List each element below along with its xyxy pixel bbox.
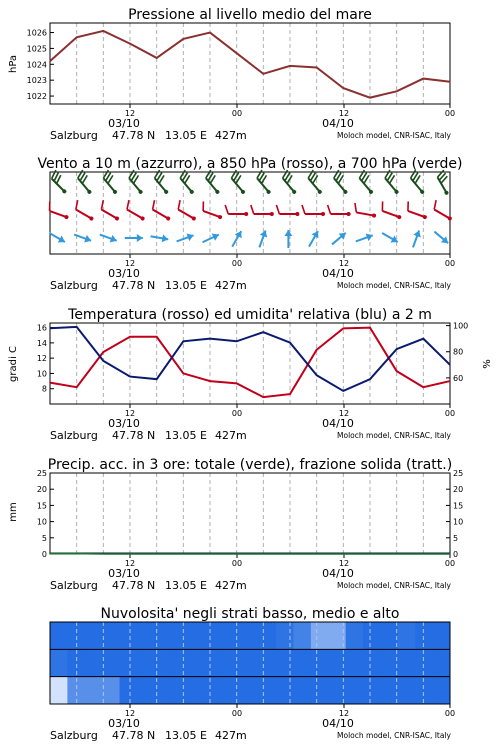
y-tick-label: 15 (36, 501, 47, 511)
cloud-cell-medio (415, 649, 433, 676)
temperature-ylabel: gradi C (8, 346, 19, 382)
wind-barb-700 (228, 170, 251, 195)
arrow-head (366, 232, 374, 242)
cloud-cell-alto (85, 622, 103, 649)
precipitation-title: Precip. acc. in 3 ore: totale (verde), frazione solida (tratt.) (47, 457, 453, 473)
pressure-point (449, 81, 451, 83)
time-tick-label: 12 (124, 259, 136, 268)
cloud-cell-basso (363, 677, 381, 704)
y-tick-right-label: 10 (453, 517, 464, 527)
wind-barb-700 (279, 170, 302, 195)
cloud-cell-alto (224, 622, 242, 649)
pressure-point (76, 36, 78, 38)
cloud-cell-basso (241, 677, 259, 704)
cloud-cell-medio (293, 649, 311, 676)
wind-barb-850 (404, 201, 429, 219)
cloud-cell-basso (207, 677, 225, 704)
wind-barb-700 (202, 170, 225, 195)
barb-head (321, 212, 325, 216)
model-credit: Moloch model, CNR-ISAC, Italy (337, 731, 451, 740)
location-elevation: 427m (215, 279, 247, 292)
y-tick-label: 12 (36, 354, 47, 364)
cloud-cell-alto (259, 622, 277, 649)
wind-arrow-10m (175, 232, 195, 246)
precipitation-panel (8, 457, 463, 592)
cloud-cell-alto (102, 622, 120, 649)
y-tick-right-label: 0 (453, 550, 459, 559)
date-label: 04/10 (322, 417, 354, 430)
location-lon: 13.05 E (165, 729, 207, 742)
time-tick-label: 00 (444, 559, 456, 568)
location-name: Salzburg (50, 429, 98, 442)
arrow-head (260, 229, 270, 237)
wind-barb-850 (72, 200, 97, 221)
arrow-head (413, 229, 423, 237)
cloud-cell-alto (415, 622, 433, 649)
cloud-cell-basso (259, 677, 277, 704)
cloud-cell-alto (172, 622, 190, 649)
barb-feather (99, 200, 106, 209)
y-tick-right-label: 100 (453, 321, 469, 331)
time-tick-label: 00 (444, 409, 456, 418)
time-tick-label: 12 (124, 109, 136, 118)
cloud-cell-medio (346, 649, 364, 676)
barb-feather (251, 205, 254, 214)
pressure-point (209, 32, 211, 34)
location-lat: 47.78 N (112, 579, 156, 592)
wind-barb-700 (434, 170, 455, 195)
cloud-cell-medio (224, 649, 242, 676)
wind-arrow-10m (256, 229, 270, 249)
location-elevation: 427m (215, 129, 247, 142)
wind-arrow-10m (201, 231, 221, 246)
wind-arrow-10m (409, 229, 423, 249)
arrow-head (137, 234, 143, 242)
cloud-cell-basso (380, 677, 398, 704)
cloud-cell-basso (85, 677, 103, 704)
barb-shaft (76, 210, 92, 219)
cloud-cell-basso (293, 677, 311, 704)
barb-shaft (203, 211, 220, 217)
pressure-line (50, 31, 450, 98)
location-elevation: 427m (215, 579, 247, 592)
wind-barb-700 (177, 170, 200, 195)
wind-arrow-10m (329, 230, 348, 248)
date-label: 03/10 (108, 117, 140, 130)
cloud-cell-basso (398, 677, 416, 704)
time-tick-label: 12 (338, 259, 350, 268)
pressure-point (103, 30, 105, 32)
cloud-cell-alto (50, 622, 68, 649)
y-tick-label: 8 (41, 384, 47, 394)
pressure-point (263, 73, 265, 75)
barb-feather (380, 201, 386, 210)
barb-shaft (153, 210, 169, 219)
wind-barb-850 (431, 200, 456, 221)
wind-barb-850 (302, 205, 325, 216)
time-tick-label: 00 (231, 259, 243, 268)
wind-barb-850 (175, 200, 200, 221)
pressure-point (396, 90, 398, 92)
model-credit: Moloch model, CNR-ISAC, Italy (337, 281, 451, 290)
cloud-cell-medio (102, 649, 120, 676)
arrow-head (284, 230, 292, 236)
cloud-cell-alto (137, 622, 155, 649)
arrow-head (391, 236, 400, 246)
barb-head (295, 212, 299, 216)
pressure-point (343, 87, 345, 89)
y-tick-label: 10 (36, 369, 47, 379)
barb-feather (200, 201, 206, 210)
cloud-cell-alto (207, 622, 225, 649)
location-lat: 47.78 N (112, 429, 156, 442)
cloud-cell-alto (293, 622, 311, 649)
y-tick-right-label: 25 (453, 469, 464, 478)
location-elevation: 427m (215, 429, 247, 442)
wind-barb-850 (276, 205, 299, 216)
pressure-ylabel: hPa (8, 54, 19, 74)
barb-feather (176, 200, 183, 209)
pressure-point (129, 43, 131, 45)
time-tick-label: 00 (444, 709, 456, 718)
wind-arrow-10m (306, 229, 322, 249)
wind-barb-850 (251, 205, 274, 216)
cloud-cell-alto (276, 622, 294, 649)
y-tick-label: 16 (36, 323, 47, 333)
cloud-cell-basso (346, 677, 364, 704)
time-tick-label: 12 (338, 709, 350, 718)
barb-shaft (50, 211, 67, 217)
cloud-cell-medio (380, 649, 398, 676)
cloud-cell-medio (85, 649, 103, 676)
location-lon: 13.05 E (165, 429, 207, 442)
y-tick-right-label: 20 (453, 485, 464, 495)
wind-arrow-10m (284, 230, 292, 248)
cloud-cell-alto (346, 622, 364, 649)
time-tick-label: 00 (231, 559, 243, 568)
cloud-cell-alto (189, 622, 207, 649)
wind-barb-850 (353, 203, 378, 218)
cloud-cell-basso (415, 677, 433, 704)
time-tick-label: 00 (231, 409, 243, 418)
barb-feather (225, 205, 228, 214)
temperature-line (50, 328, 450, 398)
barb-head (397, 215, 402, 220)
y-tick-label: 1025 (26, 44, 47, 54)
location-lon: 13.05 E (165, 279, 207, 292)
temperature-title: Temperatura (rosso) ed umidita' relativa (blu) a 2 m (68, 307, 432, 323)
barb-shaft (434, 210, 450, 219)
time-tick-label: 12 (338, 559, 350, 568)
location-elevation: 427m (215, 729, 247, 742)
arrow-head (110, 235, 118, 245)
cloud-cell-medio (241, 649, 259, 676)
barb-feather (47, 201, 53, 210)
cloud-cell-basso (50, 677, 68, 704)
cloud-cell-medio (276, 649, 294, 676)
pressure-panel (8, 7, 455, 142)
location-lon: 13.05 E (165, 579, 207, 592)
cloud-title: Nuvolosita' negli strati basso, medio e alto (100, 606, 400, 622)
wind-arrow-10m (98, 231, 118, 245)
wind-arrow-10m (73, 231, 93, 245)
cloud-cell-alto (433, 622, 451, 649)
cloud-cell-medio (137, 649, 155, 676)
temperature-panel (8, 307, 493, 442)
y-tick-label: 10 (36, 517, 47, 527)
location-name: Salzburg (50, 279, 98, 292)
time-tick-label: 12 (124, 559, 136, 568)
wind-barb-850 (98, 200, 123, 221)
barb-shaft (356, 212, 374, 215)
wind-panel (37, 156, 462, 292)
wind-barb-700 (407, 170, 430, 195)
y-tick-label: 0 (41, 550, 47, 559)
barb-head (270, 212, 274, 216)
y-tick-label: 14 (36, 338, 47, 348)
cloud-cell-basso (137, 677, 155, 704)
pressure-point (423, 78, 425, 80)
cloud-cell-medio (207, 649, 225, 676)
time-tick-label: 12 (124, 409, 136, 418)
wind-barb-850 (149, 200, 174, 221)
cloud-cell-basso (102, 677, 120, 704)
y-tick-label: 1024 (26, 60, 47, 70)
pressure-point (49, 60, 51, 62)
pressure-point (236, 52, 238, 54)
barb-feather (432, 200, 439, 209)
cloud-cell-medio (433, 649, 451, 676)
date-label: 04/10 (322, 567, 354, 580)
pressure-point (316, 67, 318, 69)
y-tick-label: 1023 (26, 76, 47, 86)
pressure-title: Pressione al livello medio del mare (128, 7, 372, 23)
wind-barb-850 (379, 201, 404, 219)
date-label: 04/10 (322, 267, 354, 280)
barb-head (372, 213, 377, 218)
cloud-cell-alto (311, 622, 329, 649)
wind-arrow-10m (432, 229, 451, 247)
location-name: Salzburg (50, 729, 98, 742)
barb-feather (405, 201, 411, 210)
wind-arrow-10m (354, 232, 374, 246)
barb-shaft (127, 210, 143, 219)
wind-barb-700 (254, 170, 277, 195)
cloud-cell-medio (398, 649, 416, 676)
wind-arrow-10m (125, 234, 143, 242)
precipitation-ylabel: mm (8, 502, 19, 522)
wind-barb-700 (48, 170, 72, 194)
barb-head (244, 212, 248, 216)
cloud-cell-alto (380, 622, 398, 649)
cloud-cell-medio (172, 649, 190, 676)
location-name: Salzburg (50, 129, 98, 142)
location-lon: 13.05 E (165, 129, 207, 142)
wind-arrow-10m (150, 232, 169, 243)
pressure-point (156, 57, 158, 59)
plot-frame (50, 323, 450, 404)
barb-feather (150, 200, 157, 209)
time-tick-label: 12 (338, 109, 350, 118)
wind-barb-700 (330, 170, 353, 195)
plot-frame (50, 473, 450, 554)
cloud-cell-basso (189, 677, 207, 704)
pressure-point (369, 97, 371, 99)
date-label: 04/10 (322, 717, 354, 730)
barb-shaft (178, 210, 194, 219)
cloud-cell-basso (172, 677, 190, 704)
time-tick-label: 00 (231, 109, 243, 118)
humidity-ylabel: % (482, 359, 493, 369)
wind-barb-700 (126, 170, 149, 195)
cloud-cell-medio (120, 649, 138, 676)
barb-head (64, 215, 69, 220)
cloud-cell-alto (363, 622, 381, 649)
cloud-cell-medio (311, 649, 329, 676)
y-tick-label: 1026 (26, 28, 47, 38)
time-tick-label: 00 (231, 709, 243, 718)
wind-barb-700 (74, 170, 97, 195)
date-label: 03/10 (108, 567, 140, 580)
cloud-cell-basso (276, 677, 294, 704)
wind-barb-850 (328, 205, 351, 216)
location-lat: 47.78 N (112, 279, 156, 292)
barb-feather (276, 205, 279, 214)
wind-barb-700 (382, 170, 405, 195)
cloud-cell-medio (50, 649, 68, 676)
cloud-panel (50, 606, 455, 742)
cloud-cell-alto (120, 622, 138, 649)
date-label: 03/10 (108, 417, 140, 430)
location-lat: 47.78 N (112, 129, 156, 142)
barb-feather (73, 200, 80, 209)
y-tick-right-label: 15 (453, 501, 464, 511)
barb-shaft (408, 211, 425, 217)
location-lat: 47.78 N (112, 729, 156, 742)
y-tick-label: 1022 (26, 92, 47, 102)
wind-barb-850 (123, 200, 148, 221)
wind-title: Vento a 10 m (azzurro), a 850 hPa (rosso), a 700 hPa (verde) (37, 156, 463, 172)
cloud-cell-basso (311, 677, 329, 704)
barb-feather (302, 205, 305, 214)
barb-feather (328, 205, 331, 214)
date-label: 03/10 (108, 267, 140, 280)
date-label: 03/10 (108, 717, 140, 730)
wind-barb-850 (200, 201, 225, 219)
y-tick-right-label: 5 (453, 533, 459, 543)
location-name: Salzburg (50, 579, 98, 592)
barb-head (217, 215, 222, 220)
wind-barb-700 (151, 170, 174, 195)
cloud-cell-medio (189, 649, 207, 676)
y-tick-right-label: 80 (453, 347, 464, 357)
barb-head (347, 212, 351, 216)
cloud-cell-basso (433, 677, 451, 704)
pressure-point (183, 38, 185, 40)
cloud-cell-medio (259, 649, 277, 676)
arrow-head (58, 236, 67, 246)
arrow-head (187, 232, 195, 242)
y-tick-label: 25 (36, 469, 47, 478)
model-credit: Moloch model, CNR-ISAC, Italy (337, 581, 451, 590)
pressure-point (289, 65, 291, 67)
cloud-cell-basso (224, 677, 242, 704)
time-tick-label: 00 (444, 109, 456, 118)
cloud-cell-alto (398, 622, 416, 649)
y-tick-label: 5 (41, 533, 47, 543)
model-credit: Moloch model, CNR-ISAC, Italy (337, 131, 451, 140)
date-label: 04/10 (322, 117, 354, 130)
time-tick-label: 12 (124, 709, 136, 718)
time-tick-label: 00 (444, 259, 456, 268)
time-tick-label: 12 (338, 409, 350, 418)
model-credit: Moloch model, CNR-ISAC, Italy (337, 431, 451, 440)
barb-feather (353, 203, 358, 212)
cloud-cell-medio (363, 649, 381, 676)
arrow-head (212, 231, 221, 241)
y-tick-label: 20 (36, 485, 47, 495)
arrow-head (84, 235, 92, 245)
cloud-cell-basso (120, 677, 138, 704)
wind-barb-700 (356, 170, 379, 195)
cloud-cell-alto (241, 622, 259, 649)
y-tick-right-label: 60 (453, 373, 464, 383)
